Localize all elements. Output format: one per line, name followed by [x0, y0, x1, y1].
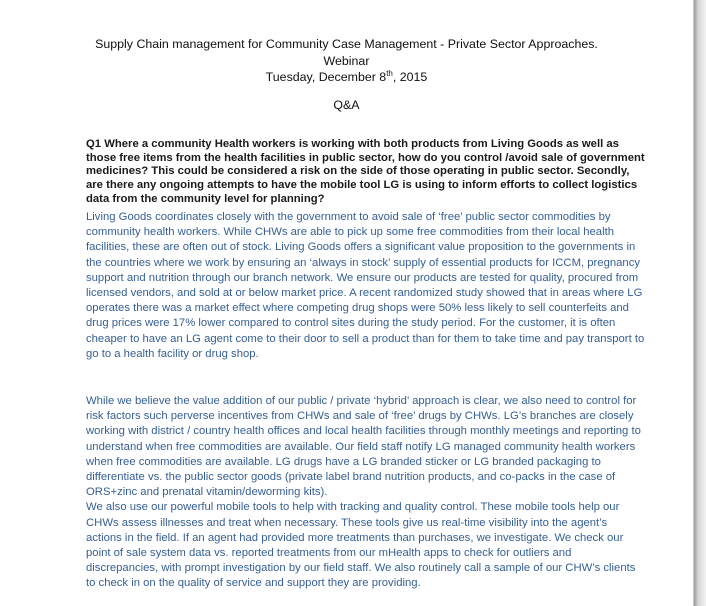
document-header	[0, 36, 693, 86]
section-heading: Q&A	[333, 98, 360, 112]
date-suffix: , 2015	[392, 70, 428, 84]
date-prefix: Tuesday, December 8	[265, 70, 387, 84]
page-shadow	[694, 0, 706, 606]
document-subtitle: Webinar	[323, 53, 370, 68]
answer-2-paragraph-2: We also use our powerful mobile tools to help with tracking and quality control. These mobile tools help our CHWs assess illnesses and treat when necessary. These tools give us real-time visibility into the agent’s actions in the field. If an agent had provided more treatments than purchases, we investigate. We check our point of sale system data vs. reported treatments from our mHealth apps to check for outliers and discrepancies, with prompt investigation by our field staff. We also routinely call a sample of our CHW’s clients to check in on the quality of service and support they are providing.	[86, 501, 636, 590]
answer-2	[86, 394, 646, 592]
answer-1	[86, 210, 646, 362]
document-date	[0, 69, 693, 86]
answer-2-paragraph-1: While we believe the value addition of our public / private ‘hybrid’ approach is clear, we also need to control for risk factors such perverse incentives from CHWs and sale of ‘free’ drugs by CHWs. LG’s branches are closely working with district / country health offices and local health facilities through monthly meetings and reporting to understand when free commodities are available. Our field staff notify LG managed community health workers when free commodities are available. LG drugs have a LG branded sticker or LG branded packaging to differentiate vs. the public sector goods (private label brand nutrition products, and co-packs in the case of ORS+zinc and prenatal vitamin/deworming kits).	[86, 395, 641, 499]
date-superscript: th	[386, 68, 393, 78]
question-1: Q1 Where a community Health workers is working with both products from Living Goods as well as those free items from the health facilities in public sector, how do you control /avoid sale of government medicines? This could be considered a risk on the side of those operating in public sector. Secondly, are there any ongoing attempts to have the mobile tool LG is using to inform efforts to collect logistics data from the community level for planning?	[86, 138, 645, 205]
answer-1-paragraph: Living Goods coordinates closely with the government to avoid sale of ‘free’ public sector commodities by community health workers. While CHWs are able to pick up some free commodities from their local health facilities, these are often out of stock. Living Goods offers a significant value proposition to the governments in the countries where we work by ensuring an ‘always in stock’ supply of essential products for ICCM, pregnancy support and nutrition through our branch network. We ensure our products are tested for quality, procured from licensed vendors, and sold at or below market price. A recent randomized study showed that in areas where LG operates there was a market effect where competing drug shops were 50% less likely to sell counterfeits and drug prices were 17% lower compared to control sites during the study period. For the customer, it is often cheaper to have an LG agent come to their door to sell a product than for them to take time and pay transport to go to a health facility or drug shop.	[86, 211, 645, 360]
document-title: Supply Chain management for Community Case Management - Private Sector Approaches.	[95, 37, 598, 51]
